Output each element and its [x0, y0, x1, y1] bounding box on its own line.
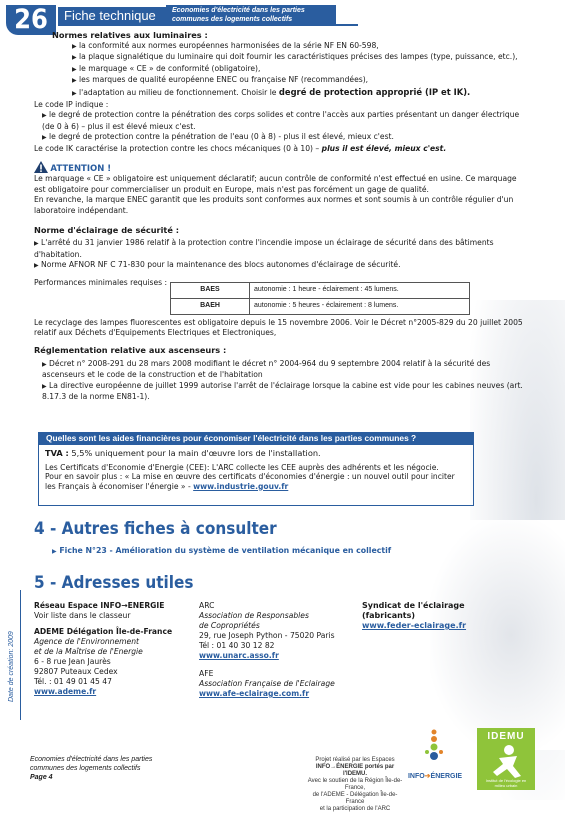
- address-name: Syndicat de l'éclairage: [362, 601, 465, 610]
- credit-line: de l'ADEME - Délégation Île-de-France: [312, 792, 398, 805]
- luminaires-title: Normes relatives aux luminaires :: [52, 30, 208, 40]
- performances-table: [170, 282, 470, 315]
- address-desc: et de la Maîtrise de l'Energie: [34, 647, 143, 656]
- page-number: Page 4: [30, 774, 53, 781]
- arrow-icon: ▶: [72, 54, 77, 62]
- arrow-icon: ▶: [72, 89, 77, 97]
- ascenseurs-list: [42, 359, 524, 403]
- header-subtitle: [166, 5, 336, 25]
- list-item: [42, 110, 524, 132]
- credit-line: Avec le soutien de la Région Île-de-France,: [307, 778, 403, 791]
- securite-title: Norme d'éclairage de sécurité :: [34, 224, 179, 235]
- list-item-text: la conformité aux normes européennes harmonisées de la série NF EN 60-598,: [79, 40, 379, 50]
- section-4-item-text: Fiche N°23 - Amélioration du système de ventilation mécanique en collectif: [59, 546, 392, 555]
- table-row: [171, 298, 470, 314]
- address-phone: Tél. : 01 49 01 45 47: [34, 677, 112, 686]
- securite-list: [34, 238, 524, 272]
- address-name: ARC: [199, 601, 215, 610]
- list-item: [72, 41, 524, 53]
- list-item: [34, 238, 524, 260]
- more-info: [45, 472, 467, 491]
- tva-text: 5,5% uniquement pour la main d'œuvre lors de l'installation.: [68, 448, 321, 458]
- list-item: [72, 52, 524, 64]
- address-city: 92807 Puteaux Cedex: [34, 667, 118, 676]
- footer-line1: Economies d'électricité dans les parties: [30, 756, 153, 763]
- logo-text: INFO: [407, 773, 425, 780]
- attention-title: ATTENTION !: [50, 163, 112, 174]
- creation-date-text: Date de création: 2009: [8, 631, 15, 702]
- idemu-wordmark: IDEMU: [487, 731, 525, 742]
- list-item-text: le degré de protection contre la pénétration de l'eau (0 à 8) - plus il est élevé, mieux c'est.: [49, 132, 394, 142]
- table-cell: autonomie : 1 heure - éclairement : 45 lumens.: [250, 282, 470, 298]
- address-desc: Agence de l'Environnement: [34, 637, 140, 646]
- list-item: [42, 359, 524, 381]
- attention-title-row: [34, 161, 524, 175]
- address-name: AFE: [199, 669, 214, 678]
- address-name: (fabricants): [362, 611, 416, 620]
- table-cell: BAES: [171, 282, 250, 298]
- list-item: [42, 381, 524, 403]
- credit-line: Projet réalisé par les Espaces: [315, 757, 395, 763]
- address-desc: Association Française de l'Eclairage: [199, 679, 335, 688]
- arrow-icon: ▶: [42, 382, 47, 390]
- industrie-link[interactable]: www.industrie.gouv.fr: [193, 481, 289, 491]
- footer-title: [30, 755, 152, 782]
- header-title: Fiche technique: [58, 7, 166, 24]
- warning-icon: [34, 161, 48, 173]
- tva-label: TVA :: [45, 448, 69, 458]
- arrow-right-icon: ➔: [424, 773, 431, 780]
- section-5-title: 5 - Adresses utiles: [34, 573, 194, 593]
- ademe-link[interactable]: www.ademe.fr: [34, 687, 97, 696]
- info-energie-wordmark: [407, 772, 463, 780]
- address-name: Réseau Espace INFO→ENERGIE: [34, 601, 165, 610]
- protection-emphasis: degré de protection approprié (IP et IK).: [278, 86, 471, 97]
- address-sub: Voir liste dans le classeur: [34, 611, 131, 620]
- table-cell: BAEH: [171, 298, 250, 314]
- arrow-icon: ▶: [72, 65, 77, 73]
- attention-block: [34, 161, 524, 217]
- feder-link[interactable]: www.feder-eclairage.fr: [362, 621, 467, 630]
- arrow-icon: ▶: [52, 548, 57, 555]
- more-info-text: Pour en savoir plus : « La mise en œuvre des certificats d'économies d'énergie : un nouvel outil pour inciter les Français à économiser l'énergie » -: [45, 472, 455, 491]
- arrow-icon: ▶: [72, 77, 77, 85]
- side-rule: [20, 590, 21, 720]
- footer-line2: communes des logements collectifs: [30, 765, 141, 772]
- address-column-1: [34, 601, 194, 697]
- attention-text-2: En revanche, la marque ENEC garantit que les produits sont conformes aux normes et sont soumis à un contrôle régulier d'un laboratoire indépendant.: [34, 195, 514, 215]
- recyclage-text: Le recyclage des lampes fluorescentes est obligatoire depuis le 15 novembre 2006. Voir le Décret n°2005-829 du 20 juillet 2005 relatif aux Déchets d'Equipements Electriques et Electroniques,: [34, 317, 523, 338]
- header-subtitle-line1: Economies d'électricité dans les parties: [172, 7, 305, 14]
- list-item-text: le marquage « CE » de conformité (obligatoire),: [79, 63, 261, 73]
- ik-text: [34, 144, 524, 155]
- sheet-number: 26: [6, 5, 56, 35]
- list-item-text: l'adaptation au milieu de fonctionnement. Choisir le: [79, 87, 279, 97]
- address-street: 6 - 8 rue Jean Jaurès: [34, 657, 111, 666]
- section-4-item[interactable]: [52, 546, 391, 555]
- list-item-text: la plaque signalétique du luminaire qui doit fournir les caractéristiques précises des lampes (type, puissance, etc.),: [79, 52, 518, 62]
- arrow-icon: ▶: [42, 134, 47, 142]
- address-desc: de Copropriétés: [199, 621, 260, 630]
- arrow-icon: ▶: [34, 240, 39, 248]
- list-item-text: Norme AFNOR NF C 71-830 pour la maintenance des blocs autonomes d'éclairage de sécurité.: [41, 260, 401, 270]
- tva-line: [45, 449, 467, 459]
- attention-text-1: Le marquage « CE » obligatoire est uniquement déclaratif; aucun contrôle de conformité n'est effectué en usine. Ce marquage est obligatoire pour commercialiser un produit en Europe, mais n'est pas forcément un gage de qualité.: [34, 174, 517, 194]
- main-content: [34, 28, 524, 403]
- credit-line: et la participation de l'ARC: [319, 806, 391, 812]
- list-item: [72, 64, 524, 76]
- address-name: ADEME Délégation Île-de-France: [34, 627, 173, 636]
- ik-text-main: Le code IK caractérise la protection contre les chocs mécaniques (0 à 10) –: [34, 143, 322, 153]
- address-street: 29, rue Joseph Python - 75020 Paris: [199, 631, 335, 640]
- arc-link[interactable]: www.unarc.asso.fr: [199, 651, 279, 660]
- address-column-2: [199, 601, 359, 699]
- aides-box: [38, 444, 474, 506]
- luminaires-list: [72, 41, 524, 100]
- list-item-text: les marques de qualité européenne ENEC ou française NF (recommandées),: [79, 75, 369, 85]
- list-item: [72, 87, 524, 100]
- cee-text: Les Certificats d'Economie d'Energie (CEE): L'ARC collecte les CEE auprès des adhérents et les négocie.: [45, 462, 439, 472]
- address-column-3: [362, 601, 502, 631]
- address-desc: Association de Responsables: [199, 611, 309, 620]
- list-item: [42, 132, 524, 144]
- performances-label: Performances minimales requises :: [34, 277, 168, 287]
- table-row: [171, 282, 470, 298]
- table-cell: autonomie : 5 heures - éclairement : 8 lumens.: [250, 298, 470, 314]
- list-item: [34, 260, 524, 272]
- logo-text: ÉNERGIE: [430, 773, 463, 780]
- header-rule: [58, 24, 358, 26]
- list-item: [72, 75, 524, 87]
- arrow-icon: ▶: [34, 262, 39, 270]
- idemu-figure-icon: [477, 742, 535, 780]
- credit-line: INFO→ÉNERGIE portés par l'IDEMU.: [315, 764, 395, 777]
- ik-text-emphasis: plus il est élevé, mieux c'est.: [321, 143, 447, 153]
- aides-question-bar: Quelles sont les aides financières pour économiser l'électricité dans les parties communes ?: [38, 432, 474, 445]
- list-item-text: L'arrêté du 31 janvier 1986 relatif à la protection contre l'incendie impose un éclairage de sécurité dans des bâtiments d'habitation.: [34, 238, 494, 259]
- ascenseurs-title: Réglementation relative aux ascenseurs :: [34, 345, 227, 356]
- address-phone: Tél : 01 40 30 12 82: [199, 641, 275, 650]
- project-credits: [305, 757, 405, 813]
- idemu-logo: [477, 728, 535, 790]
- ip-list: [42, 110, 524, 144]
- idemu-subtitle: Institut de l'écologie en milieu urbain: [485, 778, 527, 788]
- header-subtitle-line2: communes des logements collectifs: [172, 16, 293, 23]
- list-item-text: La directive européenne de juillet 1999 autorise l'arrêt de l'éclairage lorsque la cabine est vide pour les cabines neuves (art. 8.17.3 de la norme EN81-1).: [42, 380, 523, 402]
- background-decoration-2: [430, 520, 565, 750]
- ip-intro: Le code IP indique :: [34, 99, 109, 109]
- afe-link[interactable]: www.afe-eclairage.com.fr: [199, 689, 310, 698]
- creation-date: [8, 612, 17, 702]
- info-energie-dots-icon: [407, 728, 463, 768]
- arrow-icon: ▶: [42, 112, 47, 120]
- arrow-icon: ▶: [42, 360, 47, 368]
- performances-block: [34, 278, 524, 316]
- arrow-icon: ▶: [72, 42, 77, 50]
- list-item-text: Décret n° 2008-291 du 28 mars 2008 modifiant le décret n° 2004-964 du 9 septembre 2004 relatif à la sécurité des ascenseurs et le code de la construction et de l'habitation: [42, 358, 491, 380]
- section-4-title: 4 - Autres fiches à consulter: [34, 519, 277, 539]
- info-energie-logo: [407, 728, 463, 786]
- list-item-text: le degré de protection contre la pénétration des corps solides et contre l'accès aux parties présentant un danger électrique (de 0 à 6) – plus il est élevé mieux c'est.: [42, 110, 520, 131]
